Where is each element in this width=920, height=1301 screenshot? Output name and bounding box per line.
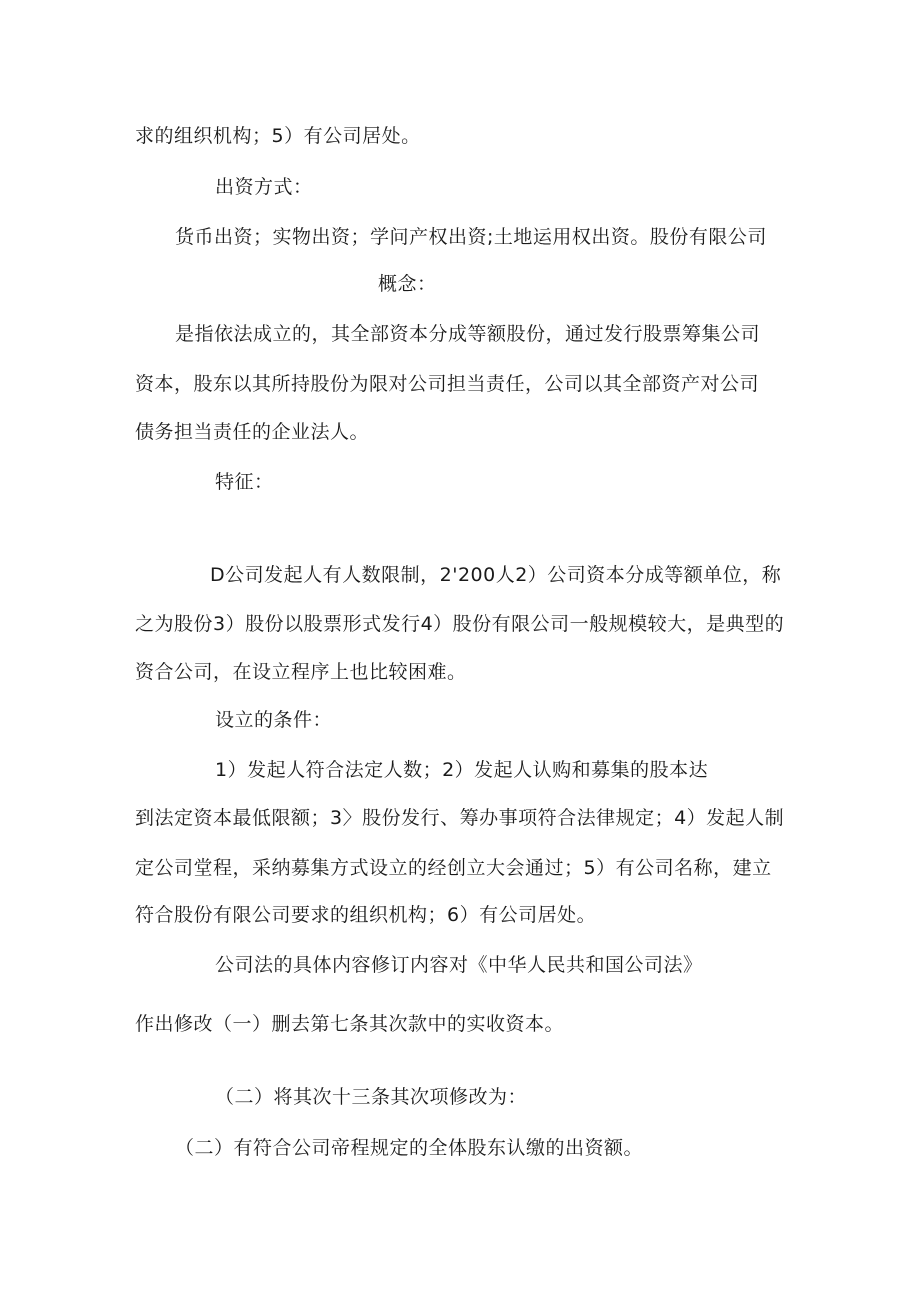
text-line-7: 债务担当责任的企业法人。: [135, 421, 370, 443]
text-line-16: 符合股份有限公司要求的组织机构；6）有公司居处。: [135, 904, 597, 926]
text-line-20: （二）有符合公司帝程规定的全体股东认缴的出资额。: [175, 1137, 644, 1159]
text-line-17: 公司法的具体内容修订内容对《中华人民共和国公司法》: [215, 954, 703, 976]
text-line-6: 资本，股东以其所持股份为限对公司担当责任，公司以其全部资产对公司: [135, 373, 760, 395]
text-line-1: 求的组织机构；5）有公司居处。: [135, 125, 421, 147]
text-line-13: 1）发起人符合法定人数；2）发起人认购和募集的股本达: [215, 759, 709, 781]
text-line-12: 设立的条件：: [215, 709, 333, 731]
text-line-2: 出资方式：: [215, 176, 313, 198]
text-line-14: 到法定资本最低限额；3〉股份发行、筹办事项符合法律规定；4）发起人制: [135, 807, 785, 829]
text-line-11: 资合公司，在设立程序上也比较困难。: [135, 661, 467, 683]
text-line-8: 特征：: [215, 471, 274, 493]
text-line-18: 作出修改（一）删去第七条其次款中的实收资本。: [135, 1013, 565, 1035]
text-line-10: 之为股份3）股份以股票形式发行4）股份有限公司一般规模较大，是典型的: [135, 613, 785, 635]
text-line-5: 是指依法成立的，其全部资本分成等额股份，通过发行股票筹集公司: [175, 323, 761, 345]
text-line-19: （二）将其次十三条其次项修改为：: [215, 1086, 528, 1108]
text-line-3: 货币出资；实物出资；学问产权出资;土地运用权出资。股份有限公司: [175, 226, 767, 248]
text-line-15: 定公司堂程，采纳募集方式设立的经创立大会通过；5）有公司名称，建立: [135, 857, 772, 879]
text-line-4: 概念：: [378, 273, 437, 295]
text-line-9: D公司发起人有人数限制，2'200人2）公司资本分成等额单位，称: [210, 564, 782, 586]
